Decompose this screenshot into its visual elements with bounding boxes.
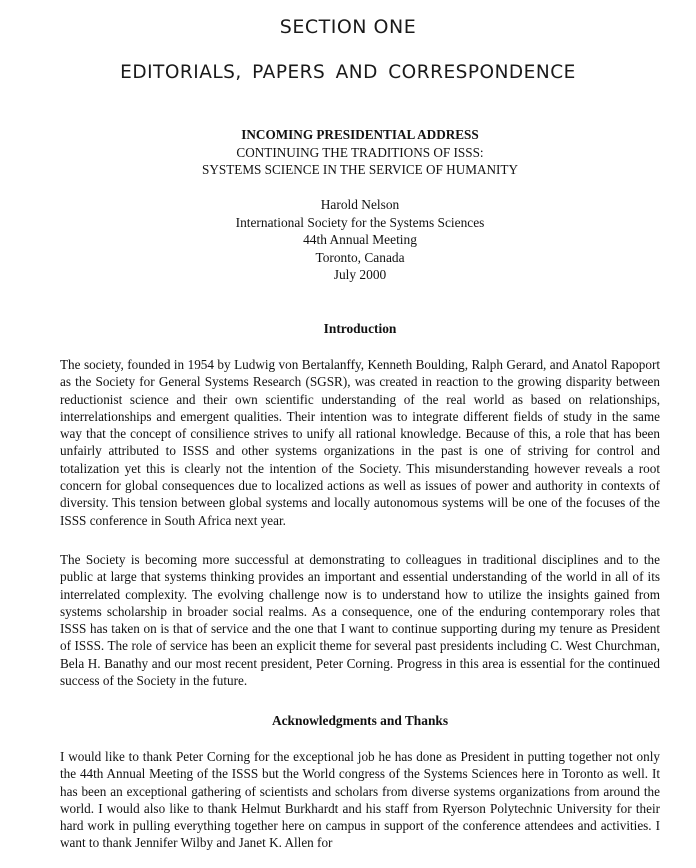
introduction-heading: Introduction [323, 321, 397, 336]
introduction-paragraph-1: The society, founded in 1954 by Ludwig von Bertalanffy, Kenneth Boulding, Ralph Gerard, and Anatol Rapoport as the Society for General Systems Research (SGSR), was created in reaction to the growing disparity between reductionist science and their own scientific understanding of the real world as based on relationships, interrelationships and emergent qualities. Their intention was to integrate different fields of study in the same way that the concept of consilience strives to unify all rational knowledge. Because of this, a role that has been unfairly attributed to ISSS and other systems organizations in the past is one of striving for control and totalization yet this is clearly not the intention of the Society. This misunderstanding however reveals a root concern for global consequences due to localized actions as well as issues of power and authority in contexts of diversity. This tension between global systems and locally autonomous systems will be one of the focuses of the ISSS conference in South Africa next year. [60, 357, 660, 528]
acknowledgments-paragraph: I would like to thank Peter Corning for the exceptional job he has done as President in putting together not only the 44th Annual Meeting of the ISSS but the World congress of the Systems Sciences here in Toronto as well. It has been an exceptional gathering of scientists and scholars from diverse systems organizations from around the world. I would also like to thank Helmut Burkhardt and his staff from Ryerson Polytechnic University for their hard work in pulling everything together here on campus in support of the conference attendees and activities. I want to thank Jennifer Wilby and Janet K. Allen for [60, 749, 660, 851]
paper-subtitle-line-1: CONTINUING THE TRADITIONS OF ISSS: [236, 144, 484, 160]
paper-subtitle-line-2: SYSTEMS SCIENCE IN THE SERVICE OF HUMANITY [202, 162, 518, 177]
section-subtitle: EDITORIALS, PAPERS AND CORRESPONDENCE [120, 62, 576, 83]
author-name: Harold Nelson [320, 197, 400, 212]
paper-title-block [0, 126, 696, 179]
meeting-date: July 2000 [333, 267, 387, 283]
meeting-location: Toronto, Canada [315, 249, 405, 265]
author-block [0, 196, 696, 284]
acknowledgments-heading: Acknowledgments and Thanks [271, 713, 449, 728]
introduction-paragraph-2: The Society is becoming more successful at demonstrating to colleagues in traditional disciplines and to the public at large that systems thinking provides an important and essential understanding of the world in all of its interrelated complexity. The evolving challenge now is to understand how to utilize the insights gained from systems scholarship in broader social realms. As a consequence, one of the enduring contemporary roles that ISSS has taken on is that of service and the one that I want to continue supporting during my tenure as President of ISSS. The role of service has been an explicit theme for several past presidents including C. West Churchman, Bela H. Banathy and our most recent president, Peter Corning. Progress in this area is essential for the continued success of the Society in the future. [60, 552, 660, 689]
section-number: SECTION ONE [279, 16, 417, 38]
author-organization: International Society for the Systems Sciences [235, 214, 485, 230]
paper-title: INCOMING PRESIDENTIAL ADDRESS [241, 127, 479, 142]
meeting-name: 44th Annual Meeting [303, 232, 417, 248]
